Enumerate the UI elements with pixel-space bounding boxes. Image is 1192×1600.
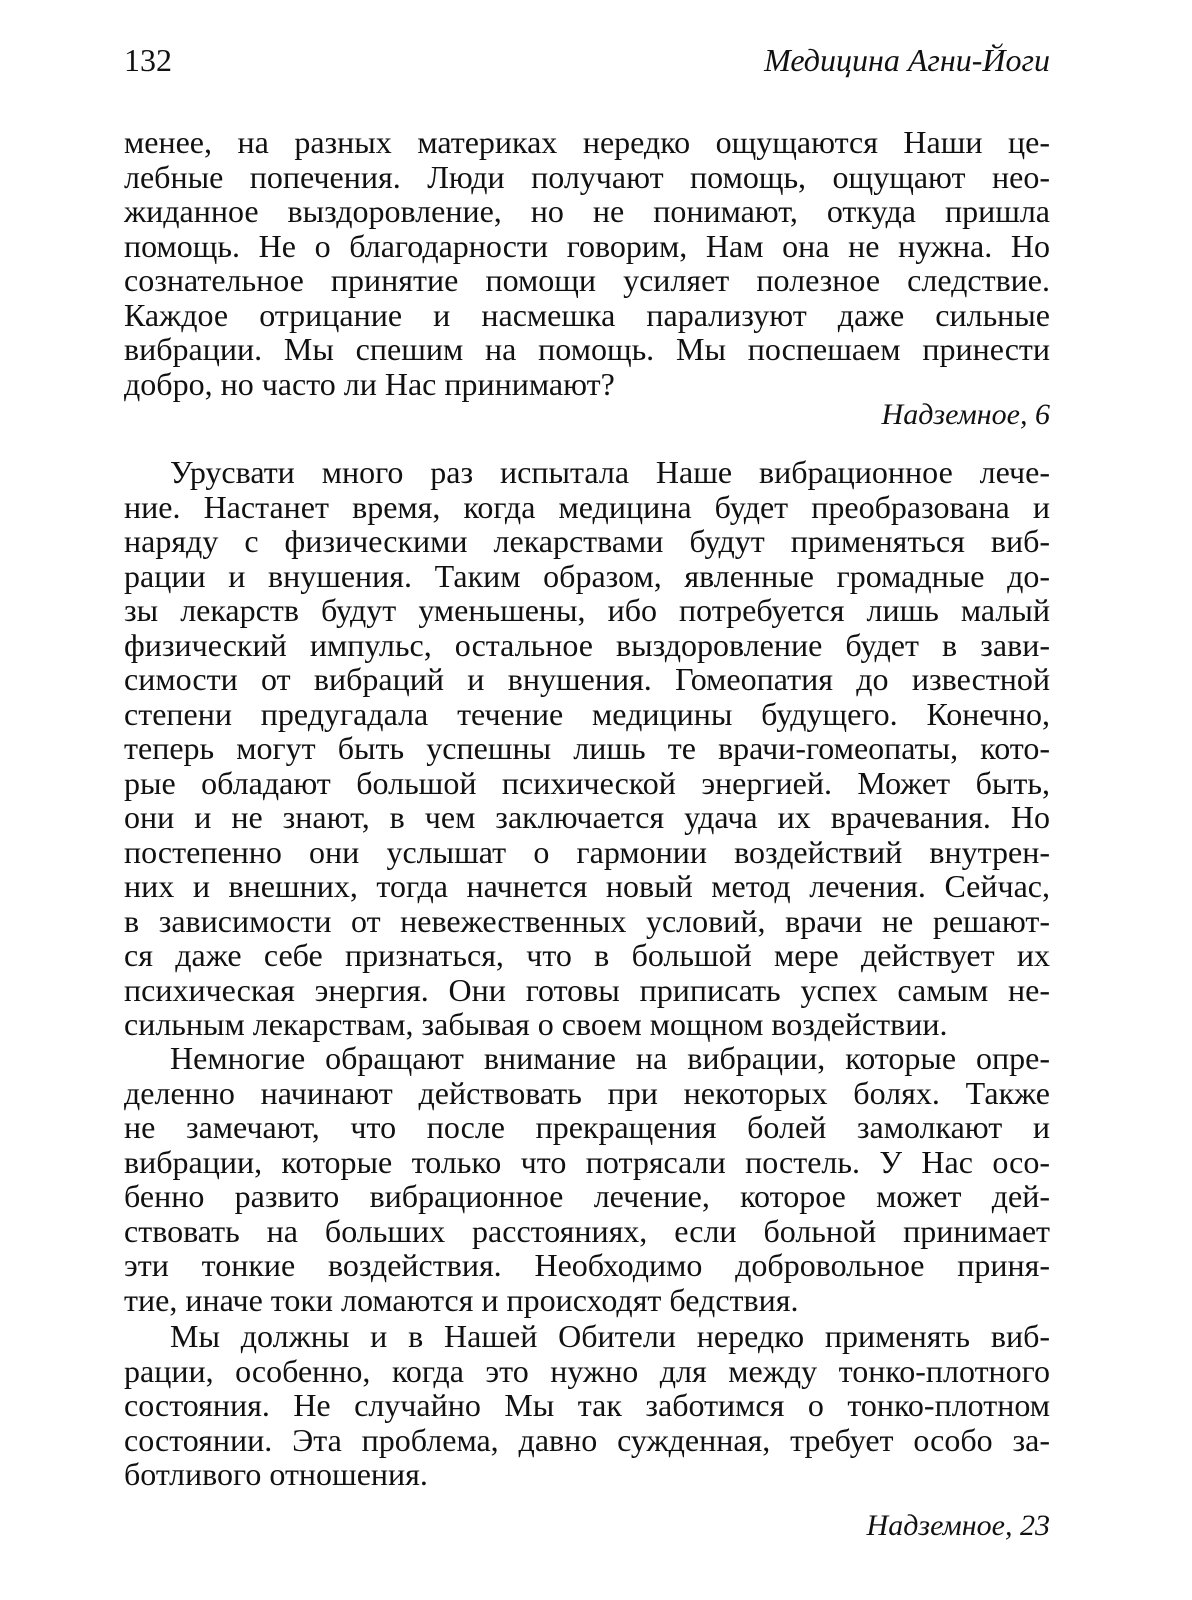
book-title: Медицина Агни-Йоги (764, 42, 1050, 78)
text-line: Немногие обращают внимание на вибрации, которые опре- (170, 1040, 1050, 1076)
text-line: наряду с физическими лекарствами будут применяться виб- (124, 523, 1050, 559)
text-line: рые обладают большой психической энергией. Может быть, (124, 764, 1050, 801)
text-line: они и не знают, в чем заключается удача их врачевания. Но (124, 799, 1050, 835)
text-line: рации и внушения. Таким образом, явленные громадные до- (124, 557, 1050, 594)
text-line: не замечают, что после прекращения болей замолкают и (124, 1109, 1050, 1145)
text-line: зы лекарств будут уменьшены, ибо потребуется лишь малый (124, 592, 1050, 628)
text-line: постепенно они услышат о гармонии воздействий внутрен- (124, 833, 1050, 870)
text-line: тие, иначе токи ломаются и происходят бедствия. (124, 1281, 799, 1318)
text-line: сознательное принятие помощи усиляет полезное следствие. (124, 262, 1050, 298)
text-line: Мы должны и в Нашей Обители нередко применять виб- (170, 1318, 1050, 1354)
text-line: сильным лекарствам, забывая о своем мощном воздействии. (124, 1006, 948, 1042)
passage-2-paragraph-1 (124, 455, 1050, 1042)
text-line: психическая энергия. Они готовы приписать успех самым не- (124, 971, 1050, 1008)
text-line: ся даже себе признаться, что в большой мере действует их (124, 937, 1050, 973)
text-line: Урусвати много раз испытала Наше вибрационное лече- (170, 454, 1050, 490)
passage-2-paragraph-2 (124, 1041, 1050, 1317)
text-line: рации, особенно, когда это нужно для между тонко-плотного (124, 1352, 1050, 1389)
text-line: в зависимости от невежественных условий, врачи не решают- (124, 902, 1050, 939)
passage-2-paragraph-3 (124, 1319, 1050, 1492)
text-line: менее, на разных материках нередко ощущаются Наши це- (124, 124, 1050, 160)
text-line: степени предугадала течение медицины будущего. Конечно, (124, 695, 1050, 732)
text-line: ствовать на больших расстояниях, если больной принимает (124, 1212, 1050, 1249)
text-line: физический импульс, остальное выздоровление будет в зави- (124, 626, 1050, 663)
running-head (124, 40, 1050, 80)
text-line: симости от вибраций и внушения. Гомеопатия до известной (124, 661, 1050, 697)
text-line: Каждое отрицание и насмешка парализуют даже сильные (124, 296, 1050, 333)
text-line: добро, но часто ли Нас принимают? (124, 365, 615, 402)
passage-2-source: Надземное, 23 (866, 1509, 1050, 1542)
text-line: теперь могут быть успешны лишь те врачи-гомеопаты, кото- (124, 730, 1050, 766)
text-line: лебные попечения. Люди получают помощь, ощущают нео- (124, 158, 1050, 195)
text-line: вибрации, которые только что потрясали постель. У Нас осо- (124, 1143, 1050, 1180)
text-line: бенно развито вибрационное лечение, которое может дей- (124, 1178, 1050, 1214)
text-line: вибрации. Мы спешим на помощь. Мы поспешаем принести (124, 331, 1050, 367)
passage-1-text (124, 125, 1050, 401)
text-line: жиданное выздоровление, но не понимают, откуда пришла (124, 193, 1050, 229)
text-line: эти тонкие воздействия. Необходимо добровольное приня- (124, 1247, 1050, 1283)
text-line: помощь. Не о благодарности говорим, Нам она не нужна. Но (124, 227, 1050, 264)
text-line: состояния. Не случайно Мы так заботимся о тонко-плотном (124, 1387, 1050, 1423)
page-number: 132 (124, 42, 172, 78)
text-line: состоянии. Эта проблема, давно сужденная, требует особо за- (124, 1421, 1050, 1458)
passage-1-source: Надземное, 6 (881, 398, 1050, 431)
text-line: ботливого отношения. (124, 1456, 428, 1492)
text-line: ние. Настанет время, когда медицина будет преобразована и (124, 488, 1050, 525)
text-line: них и внешних, тогда начнется новый метод лечения. Сейчас, (124, 868, 1050, 904)
text-line: деленно начинают действовать при некоторых болях. Также (124, 1074, 1050, 1111)
